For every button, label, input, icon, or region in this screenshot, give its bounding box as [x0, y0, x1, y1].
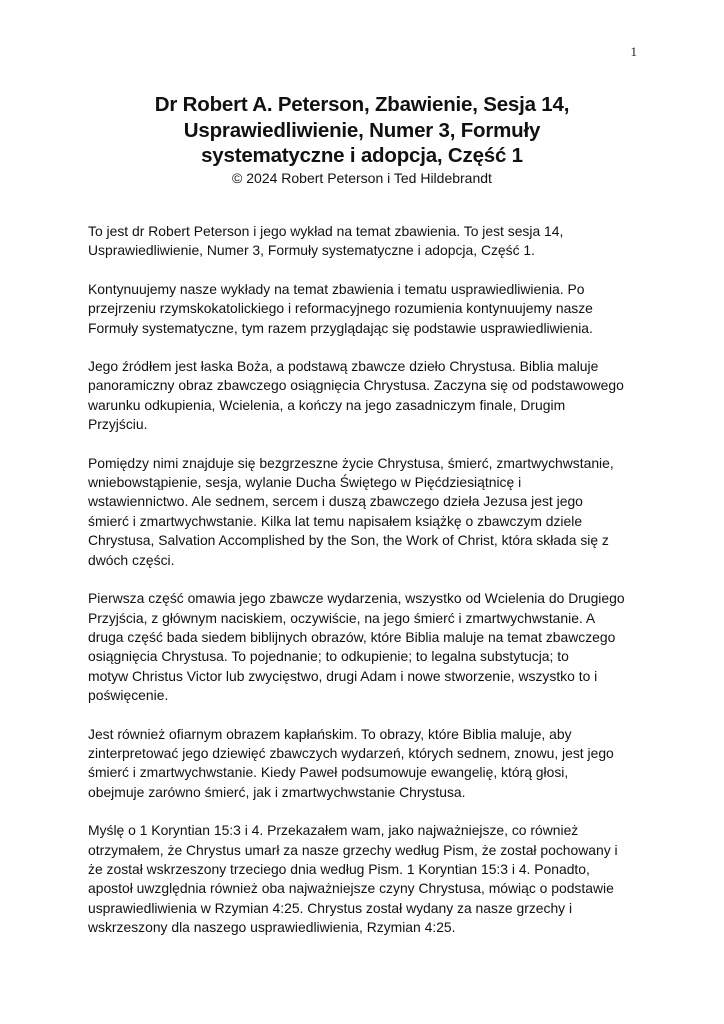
document-header: [88, 92, 636, 187]
text-line: Formuły systematyczne, tym razem przyglądając się podstawie usprawiedliwienia.: [88, 319, 593, 336]
text-line: śmierć i zmartwychwstanie. Kiedy Paweł podsumowuje ewangelię, którą głosi,: [88, 764, 569, 781]
text-line: To jest dr Robert Peterson i jego wykład na temat zbawienia. To jest sesja 14,: [88, 223, 564, 239]
paragraph-source: [88, 357, 636, 435]
text-line: Chrystusa, Salvation Accomplished by the Son, the Work of Christ, która składa się z: [88, 532, 609, 549]
text-line: Przyjścia, z głównym naciskiem, oczywiście, na jego śmierć i zmartwychwstanie. A: [88, 609, 596, 626]
paragraph-intro: [88, 222, 636, 261]
text-line: panoramiczny obraz zbawczego osiągnięcia Chrystusa. Zaczyna się od podstawowego: [88, 377, 624, 394]
text-line: Przyjściu.: [88, 416, 148, 433]
text-line: usprawiedliwienia w Rzymian 4:25. Chrystus został wydany za nasze grzechy i: [88, 899, 573, 916]
paragraph-book-parts: [88, 589, 636, 705]
text-line: śmierć i zmartwychwstanie. Kilka lat temu napisałem książkę o zbawczym dziele: [88, 512, 583, 529]
text-line: Jego źródłem jest łaska Boża, a podstawą zbawcze dzieło Chrystusa. Biblia maluje: [88, 358, 599, 375]
paragraph-continuation: [88, 280, 636, 338]
text-line: obejmuje zarówno śmierć, jak i zmartwychwstanie Chrystusa.: [88, 783, 466, 800]
text-line: warunku odkupienia, Wcielenia, a kończy na jego zasadniczym finale, Drugim: [88, 396, 566, 413]
text-line: Jest również ofiarnym obrazem kapłańskim. To obrazy, które Biblia maluje, aby: [88, 725, 572, 742]
paragraph-events: [88, 454, 636, 570]
text-line: wstawiennictwo. Ale sednem, sercem i duszą zbawczego dzieła Jezusa jest jego: [88, 493, 583, 510]
text-line: otrzymałem, że Chrystus umarł za nasze grzechy według Pism, że został pochowany i: [88, 841, 618, 858]
document-title-line-2: Usprawiedliwienie, Numer 3, Formuły: [183, 118, 541, 142]
text-line: druga część bada siedem biblijnych obrazów, które Biblia maluje na temat zbawczego: [88, 628, 616, 645]
text-line: Pierwsza część omawia jego zbawcze wydarzenia, wszystko od Wcielenia do Drugiego: [88, 590, 625, 607]
document-title-line-3: systematyczne i adopcja, Część 1: [201, 144, 523, 167]
text-line: osiągnięcia Chrystusa. To pojednanie; to odkupienie; to legalna substytucja; to: [88, 648, 569, 665]
text-line: Usprawiedliwienie, Numer 3, Formuły systematyczne i adopcja, Część 1.: [88, 242, 535, 259]
text-line: wniebowstąpienie, sesja, wylanie Ducha Świętego w Pięćdziesiątnicę i: [88, 474, 522, 491]
text-line: poświęcenie.: [88, 687, 169, 704]
text-line: wskrzeszony dla naszego usprawiedliwienia, Rzymian 4:25.: [88, 919, 456, 936]
paragraph-priestly: [88, 725, 636, 803]
text-line: Pomiędzy nimi znajduje się bezgrzeszne życie Chrystusa, śmierć, zmartwychwstanie,: [88, 454, 614, 471]
text-line: zinterpretować jego dziewięć zbawczych wydarzeń, których sednem, znowu, jest jego: [88, 744, 614, 761]
copyright-notice: © 2024 Robert Peterson i Ted Hildebrandt: [232, 169, 492, 186]
text-line: dwóch części.: [88, 551, 175, 568]
text-line: że został wskrzeszony trzeciego dnia według Pism. 1 Koryntian 15:3 i 4. Ponadto,: [88, 860, 590, 877]
document-title-line-1: Dr Robert A. Peterson, Zbawienie, Sesja 14,: [154, 93, 570, 116]
text-line: przejrzeniu rzymskokatolickiego i reformacyjnego rozumienia kontynuujemy nasze: [88, 300, 593, 317]
text-line: Kontynuujemy nasze wykłady na temat zbawienia i tematu usprawiedliwienia. Po: [88, 280, 585, 297]
text-line: apostoł uwzględnia również oba najważniejsze czyny Chrystusa, mówiąc o podstawie: [88, 880, 614, 897]
text-line: Myślę o 1 Koryntian 15:3 i 4. Przekazałem wam, jako najważniejsze, co również: [88, 822, 579, 839]
page-number: 1: [630, 44, 637, 59]
paragraph-corinthians: [88, 821, 636, 937]
document-body: [88, 222, 636, 957]
text-line: motyw Christus Victor lub zwycięstwo, drugi Adam i nowe stworzenie, wszystko to i: [88, 667, 598, 684]
